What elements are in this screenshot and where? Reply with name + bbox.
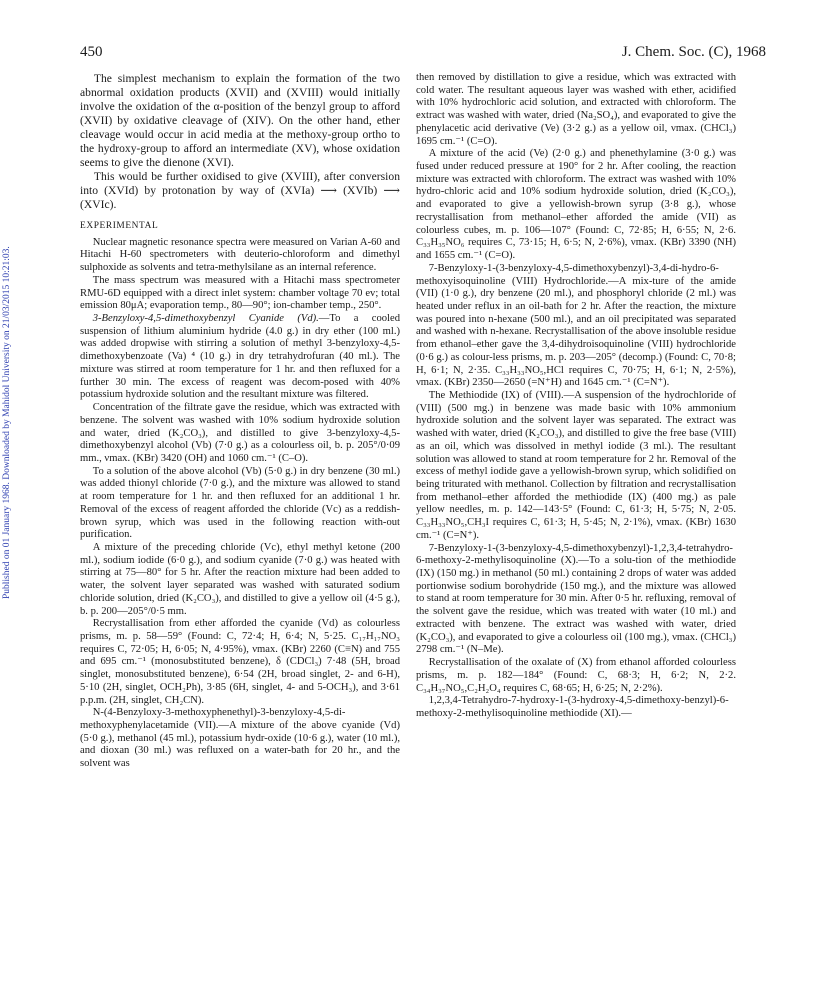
page-number: 450 — [80, 44, 103, 60]
procedure-paragraph: 7-Benzyloxy-1-(3-benzyloxy-4,5-dimethoxybenzyl)-1,2,3,4-tetrahydro-6-methoxy-2-methylisoquinoline (X).—To a solu-tion of the methiodide (IX) (150 mg.) in methanol (50 ml.) containing 2 drops of water was added portionwise sodium borohydride (150 mg.), and the mixture was allowed to stand at room temperature for 30 min. After 0·5 hr. refluxing, removal of the solvent gave the residue, which was treated with water (10 ml.) and extracted with benzene. The extract was washed with water, dried (K₂CO₃), and evaporated to give a colourless oil (100 mg.), νmax. (CHCl₃) 2798 cm.⁻¹ (N–Me). — [416, 542, 736, 656]
procedure-text: —To a cooled suspension of lithium aluminium hydride (4.0 g.) in dry ether (100 ml.) was added dropwise with stirring a solution of methyl 3-benzyloxy-4,5-dimethoxybenzoate (Va) ⁴ (10 g.) in dry tetrahydrofuran (40 ml.). The mixture was stirred at room temperature for 1 hr. and then refluxed for a further 30 min. The excess of reagent was decom-posed with 40% potassium hydroxide solution and the resultant mixture was filtered. — [80, 313, 400, 401]
procedure-paragraph: A mixture of the acid (Ve) (2·0 g.) and phenethylamine (3·0 g.) was fused under reduced pressure at 190° for 2 hr. After cooling, the reaction mixture was extracted with chloroform. The extract was washed with 10% hydro-chloric acid and 10% sodium hydroxide solution, dried (K₂CO₃), and evaporated to give a yellowish-brown syrup (3·8 g.), whose recrystallisation from methanol–ether afforded the amide (VII) as colourless cubes, m. p. 106—107° (Found: C, 72·85; H, 6·55; N, 2·6. C₃₃H₃₅NO₆ requires C, 73·15; H, 6·5; N, 2·6%), νmax. (KBr) 3390 (NH) and 1655 cm.⁻¹ (C=O). — [416, 148, 736, 262]
procedure-paragraph: The Methiodide (IX) of (VIII).—A suspension of the hydrochloride of (VIII) (500 mg.) in benzene was made basic with 10% ammonium hydroxide solution and the solvent layer was separated. The extract was washed with water, dried (K₂CO₃), and distilled to give the free base (VIII) as an oil, which was dissolved in methyl iodide (3 ml.). The resultant solution was allowed to stand at room temperature for 2 hr. Removal of the excess of methyl iodide gave a yellowish-brown syrup, which solidified on being triturated with methanol. Collection by filtration and recrystallisation from methanol–ether afforded the methiodide (IX) (400 mg.) as pale yellow needles, m. p. 142—143·5° (Found: C, 61·3; H, 5·75; N, 2·05. C₃₃H₃₃NO₅,CH₃I requires C, 61·3; H, 5·45; N, 2·1%), νmax. (KBr) 1630 cm.⁻¹ (C=N⁺). — [416, 389, 736, 541]
procedure-paragraph: To a solution of the above alcohol (Vb) (5·0 g.) in dry benzene (30 ml.) was added thionyl chloride (7·0 g.), and the mixture was allowed to stand at room temperature for 1 hr. and then refluxed for an additional 1 hr. Removal of the excess of reagent afforded the chloride (Vc) as a reddish-brown syrup, which was used in the following reaction with-out purification. — [80, 465, 400, 541]
compound-title: 3-Benzyloxy-4,5-dimethoxybenzyl Cyanide (Vd). — [92, 313, 319, 325]
intro-paragraph: This would be further oxidised to give (XVIII), after conversion into (XVId) by protonation by way of (XVIa) ⟶ (XVIb) ⟶ (XVIc). — [80, 170, 400, 211]
download-watermark: Published on 01 January 1968. Downloaded by Mahidol University on 21/03/2015 10:21:03. — [2, 246, 12, 599]
left-column — [80, 72, 400, 771]
journal-citation: J. Chem. Soc. (C), 1968 — [621, 44, 766, 60]
nmr-paragraph: Nuclear magnetic resonance spectra were measured on Varian A-60 and Hitachi H-60 spectrometers with deuterio-chloroform and dimethyl sulphoxide as solvents and tetra-methylsilane as an internal reference. — [80, 236, 400, 274]
mass-spec-paragraph: The mass spectrum was measured with a Hitachi mass spectrometer RMU-6D equipped with a direct inlet system: chamber voltage 70 ev; total emission 80μA; evaporation temp., 80—90°; ion-chamber temp., 250°. — [80, 274, 400, 312]
procedure-paragraph: 7-Benzyloxy-1-(3-benzyloxy-4,5-dimethoxybenzyl)-3,4-di-hydro-6-methoxyisoquinoline (VIII) Hydrochloride.—A mix-ture of the amide (VII) (1·0 g.), dry benzene (20 ml.), and phosphoryl chloride (2 ml.) was heated under reflux in an oil-bath for 2 hr. After the reaction, the mixture was poured into n-hexane (500 ml.), and an oil precipitated was separated and washed with n-hexane. Recrystallisation of the above insoluble residue from ethanol–ether gave the 3,4-dihydroisoquinoline (VIII) hydrochloride (0·6 g.) as colour-less prisms, m. p. 203—205° (decomp.) (Found: C, 70·8; H, 6·1; N, 2·35. C₃₃H₃₃NO₅,HCl requires C, 70·75; H, 6·1; N, 2·5%), νmax. (KBr) 2350—2650 (=N⁺H) and 1645 cm.⁻¹ (C=N⁺). — [416, 262, 736, 389]
procedure-paragraph: Recrystallisation from ether afforded the cyanide (Vd) as colourless prisms, m. p. 58—59° (Found: C, 72·4; H, 6·4; N, 5·25. C₁₇H₁₇NO₃ requires C, 72·05; H, 6·05; N, 4·95%), νmax. (KBr) 2260 (C≡N) and 755 and 695 cm.⁻¹ (monosubstituted benzene), δ (CDCl₃) 7·48 (5H, broad singlet, monosubstituted benzene), 6·54 (2H, broad singlet, 2- and 6-H), 5·10 (2H, singlet, OCH₂Ph), 3·85 (6H, singlet, 4- and 5-OCH₃), and 3·61 p.p.m. (2H, singlet, CH₂CN). — [80, 618, 400, 706]
procedure-paragraph: Recrystallisation of the oxalate of (X) from ethanol afforded colourless prisms, m. p. 182—184° (Found: C, 68·3; H, 6·2; N, 2·2. C₃₄H₃₇NO₅,C₂H₂O₄ requires C, 68·65; H, 6·25; N, 2·2%). — [416, 657, 736, 694]
procedure-paragraph: A mixture of the preceding chloride (Vc), ethyl methyl ketone (200 ml.), sodium iodide (6·0 g.), and sodium cyanide (7·0 g.) was heated with stirring at 75—80° for 5 hr. After the reaction mixture had been added to water, the solvent layer separated was washed with saturated sodium chloride solution, dried (K₂CO₃), and distilled to give a yellow oil (4·5 g.), b. p. 200—205°/0·5 mm. — [80, 541, 400, 617]
section-heading: EXPERIMENTAL — [80, 221, 159, 231]
procedure-paragraph: Concentration of the filtrate gave the residue, which was extracted with benzene. The solvent was washed with 10% sodium hydroxide solution and water, dried (K₂CO₃), and distilled to give 3-benzyloxy-4,5-dimethoxybenzyl alcohol (Vb) (7·0 g.) as a colourless oil, b. p. 205°/0·09 mm., νmax. (KBr) 3420 (OH) and 1060 cm.⁻¹ (C–O). — [80, 402, 400, 464]
procedure-paragraph: 1,2,3,4-Tetrahydro-7-hydroxy-1-(3-hydroxy-4,5-dimethoxy-benzyl)-6-methoxy-2-methylisoquinoline methiodide (XI).— — [416, 695, 729, 719]
procedure-paragraph: then removed by distillation to give a residue, which was extracted with cold water. The resultant aqueous layer was washed with ether, acidified with 10% hydrochloric acid solution, and extracted with chloroform. The extract was washed with water, dried (Na₂SO₄), and evaporated to give the phenylacetic acid derivative (Ve) (3·2 g.) as a yellow oil, νmax. (CHCl₃) 1695 cm.⁻¹ (C=O). — [416, 72, 736, 147]
amide-procedure: N-(4-Benzyloxy-3-methoxyphenethyl)-3-benzyloxy-4,5-di-methoxyphenylacetamide (VII).—A mixture of the above cyanide (Vd) (5·0 g.), methanol (45 ml.), potassium hydr-oxide (10·6 g.), water (10 ml.), and dioxan (30 ml.) was refluxed on a water-bath for 20 hr., and the solvent was — [80, 707, 400, 770]
intro-paragraph: The simplest mechanism to explain the formation of the two abnormal oxidation products (XVII) and (XVIII) would initially involve the oxidation of the α-position of the benzyl group to afford (XVII) by oxidative cleavage of (XIV). On the other hand, ether cleavage would occur in acid media at the methoxy-group ortho to the hydroxy-group to afford an intermediate (XV), whose oxidation seems to give the dienone (XVI). — [80, 72, 400, 169]
right-column — [416, 72, 736, 721]
cyanide-procedure — [80, 313, 400, 402]
